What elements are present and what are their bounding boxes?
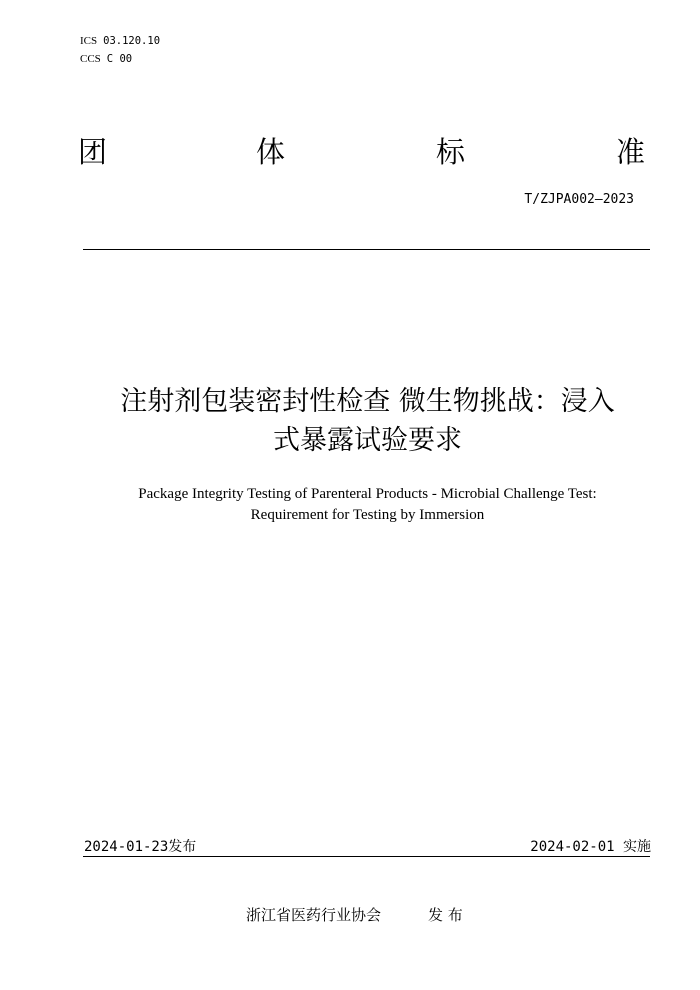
ics-label: ICS (80, 35, 98, 47)
ccs-line (80, 53, 132, 65)
standard-type-char-1: 团 (78, 135, 108, 169)
publish-label: 发 布 (428, 906, 463, 924)
standard-number: T/ZJPA002—2023 (524, 192, 634, 207)
bottom-divider (83, 856, 650, 857)
ics-line (80, 35, 160, 47)
issue-date: 2024-01-23发布 (84, 839, 197, 855)
ccs-label: CCS (80, 53, 101, 65)
title-en-line-2: Requirement for Testing by Immersion (250, 507, 485, 523)
title-cn-line-1: 注射剂包装密封性检查 微生物挑战：浸入 (120, 386, 615, 417)
top-divider (83, 249, 650, 250)
effective-date: 2024-02-01 实施 (530, 839, 651, 855)
title-cn-line-2: 式暴露试验要求 (273, 425, 462, 456)
ics-code: 03.120.10 (103, 35, 161, 47)
standard-type-char-3: 标 (436, 135, 466, 169)
ccs-code: C 00 (106, 53, 133, 65)
standard-type-char-2: 体 (256, 135, 286, 169)
title-en-line-1: Package Integrity Testing of Parenteral Products - Microbial Challenge Test: (138, 486, 597, 502)
standard-type-char-4: 准 (616, 135, 646, 169)
publisher-organization: 浙江省医药行业协会 (246, 906, 382, 924)
